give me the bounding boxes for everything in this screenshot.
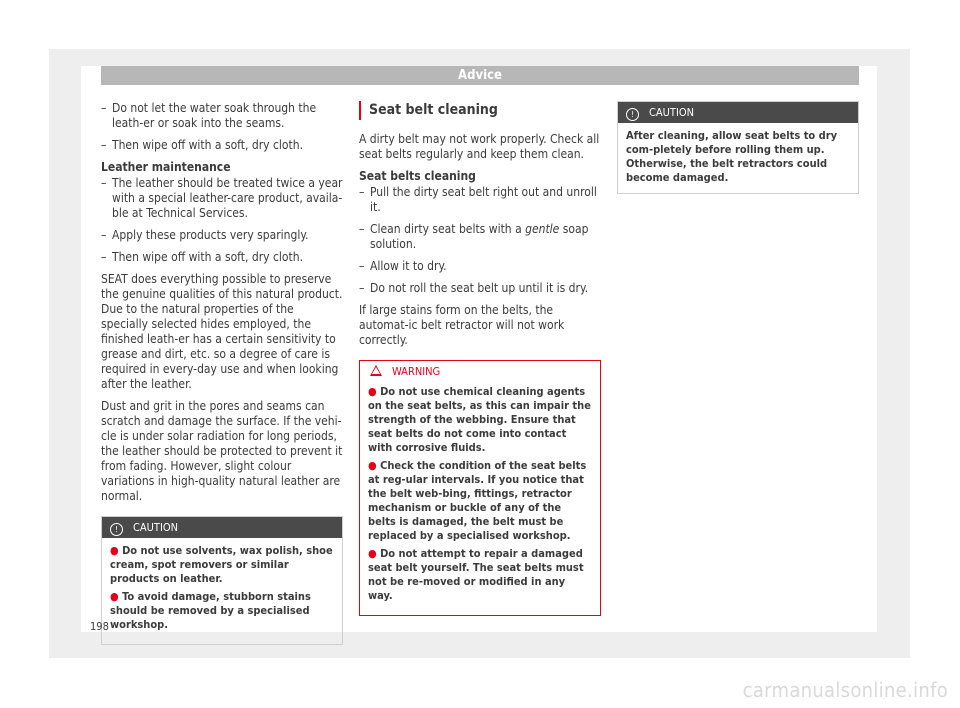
paragraph: Dust and grit in the pores and seams can scratch and damage the surface. If the vehi-cle is under solar radiation for long periods, the leather should be protected to prevent it from fading. However, slight colour variations in high-quality natural leather are normal. bbox=[101, 399, 343, 503]
warning-triangle-icon bbox=[370, 365, 382, 376]
warning-item: ● Check the condition of the seat belts at reg-ular intervals. If you notice that the belt web-bing, fittings, retractor mechanism or buckle of any of the belts is damaged, the belt must be replaced by a specialised workshop. bbox=[368, 459, 587, 542]
list-item: – The leather should be treated twice a year with a special leather-care product, availa-ble at Technical Services. bbox=[101, 176, 343, 220]
subheading-leather-maintenance: Leather maintenance bbox=[101, 160, 231, 174]
list-item: – Do not let the water soak through the leath-er or soak into the seams. bbox=[101, 101, 317, 130]
caution-item: ● To avoid damage, stubborn stains should be removed by a specialised workshop. bbox=[110, 590, 311, 631]
warning-box bbox=[359, 360, 601, 616]
watermark: carmanualsonline.info bbox=[742, 678, 948, 702]
paragraph: SEAT does everything possible to preserve the genuine qualities of this natural product. Due to the natural properties of the specially selected hides employed, the finished leath-er has a certain sensitivity to grease and dirt, etc. so a degree of care is required in every-day use and when looking after the leather. bbox=[101, 272, 343, 391]
bullet-icon: ● bbox=[110, 544, 119, 557]
bullet-icon: ● bbox=[368, 459, 377, 472]
page-header: Advice bbox=[101, 66, 859, 85]
column-right bbox=[617, 101, 859, 194]
caution-box bbox=[101, 516, 343, 645]
caution-header: ! CAUTION bbox=[618, 102, 858, 123]
list-item: – Pull the dirty seat belt right out and unroll it. bbox=[359, 185, 597, 214]
page-number: 198 bbox=[90, 620, 109, 633]
section-title: Seat belt cleaning bbox=[359, 101, 601, 120]
list-item: – Allow it to dry. bbox=[359, 259, 447, 273]
bullet-icon: ● bbox=[368, 547, 377, 560]
bullet-icon: ● bbox=[110, 590, 119, 603]
subheading-seat-belts-cleaning: Seat belts cleaning bbox=[359, 169, 476, 183]
caution-icon: ! bbox=[626, 108, 639, 121]
warning-item: ● Do not use chemical cleaning agents on the seat belts, as this can impair the strength of the webbing. Ensure that seat belts do not come into contact with corrosive fluids. bbox=[368, 385, 591, 454]
caution-body bbox=[102, 538, 342, 644]
paragraph: A dirty belt may not work properly. Check all seat belts regularly and keep them clean. bbox=[359, 132, 600, 161]
list-item: – Clean dirty seat belts with a gentle soap solution. bbox=[359, 222, 589, 251]
caution-icon: ! bbox=[110, 523, 123, 536]
warning-item: ● Do not attempt to repair a damaged seat belt yourself. The seat belts must not be re-moved or modified in any way. bbox=[368, 547, 584, 602]
caution-box bbox=[617, 101, 859, 194]
paragraph: If large stains form on the belts, the automat-ic belt retractor will not work correctly. bbox=[359, 303, 565, 347]
list-item: – Do not roll the seat belt up until it is dry. bbox=[359, 281, 589, 295]
warning-header: WARNING bbox=[360, 361, 600, 383]
caution-header: ! CAUTION bbox=[102, 517, 342, 538]
list-item: – Apply these products very sparingly. bbox=[101, 228, 309, 242]
warning-body bbox=[360, 383, 600, 615]
list-item: – Then wipe off with a soft, dry cloth. bbox=[101, 138, 303, 152]
caution-item: ● Do not use solvents, wax polish, shoe cream, spot removers or similar products on leather. bbox=[110, 544, 333, 585]
caution-body: After cleaning, allow seat belts to dry com-pletely before rolling them up. Otherwise, the belt retractors could become damaged. bbox=[626, 129, 838, 184]
list-item: – Then wipe off with a soft, dry cloth. bbox=[101, 250, 303, 264]
bullet-icon: ● bbox=[368, 385, 377, 398]
column-left bbox=[101, 101, 343, 645]
column-middle bbox=[359, 101, 601, 616]
